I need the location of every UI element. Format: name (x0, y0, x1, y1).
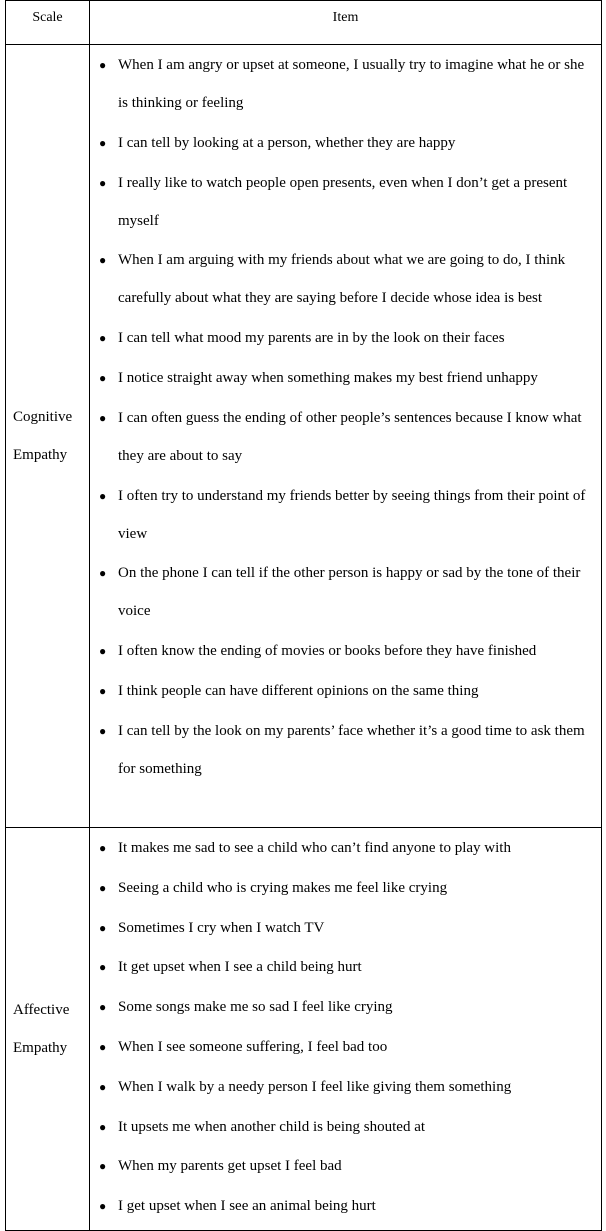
list-item (90, 948, 601, 986)
list-item (90, 1147, 601, 1185)
list-item (90, 319, 601, 357)
bullet-icon: ● (99, 1000, 107, 1015)
item-text: I think people can have different opinions on the same thing (118, 682, 479, 699)
item-text: I notice straight away when something makes my best friend unhappy (118, 369, 538, 386)
empathy-scale-table-frame (5, 0, 601, 1226)
item-text: On the phone I can tell if the other person is happy or sad by the tone of their voice (118, 565, 581, 620)
list-item (90, 399, 601, 475)
cognitive-empathy-row (6, 45, 602, 828)
list-item (90, 477, 601, 553)
bullet-icon: ● (99, 960, 107, 975)
cognitive-empathy-scale-cell (6, 45, 90, 828)
item-text: When I am angry or upset at someone, I usually try to imagine what he or she is thinking or feeling (118, 57, 585, 111)
list-item (90, 241, 601, 317)
cognitive-empathy-items-cell (90, 45, 602, 828)
item-text: When I am arguing with my friends about what we are going to do, I think carefully about what they are saying before I decide whose idea is best (118, 252, 566, 307)
bullet-icon: ● (99, 331, 107, 346)
list-item (90, 124, 601, 162)
list-item (90, 988, 601, 1026)
bullet-icon: ● (99, 1039, 107, 1054)
list-item (90, 632, 601, 670)
bullet-icon: ● (99, 880, 107, 895)
scale-label-line: Empathy (13, 447, 68, 463)
bullet-icon: ● (99, 566, 107, 581)
item-text: I often try to understand my friends better by seeing things from their point of view (118, 487, 586, 542)
header-row (6, 1, 602, 45)
bullet-icon: ● (99, 1159, 107, 1174)
list-item (90, 164, 601, 240)
list-item (90, 46, 601, 122)
scale-label-line: Empathy (13, 1039, 68, 1056)
bullet-icon: ● (99, 410, 107, 425)
item-text: I can tell by the look on my parents’ face whether it’s a good time to ask them for something (118, 722, 585, 777)
list-item (90, 712, 601, 788)
bullet-icon: ● (99, 683, 107, 698)
list-item (90, 672, 601, 710)
bullet-icon: ● (99, 1079, 107, 1094)
affective-empathy-item-list (90, 828, 601, 1230)
list-item (90, 1068, 601, 1106)
bullet-icon: ● (99, 58, 107, 72)
bullet-icon: ● (99, 370, 107, 385)
bullet-icon: ● (99, 1199, 107, 1214)
bullet-icon: ● (99, 841, 107, 855)
list-item (90, 829, 601, 867)
item-text: When I see someone suffering, I feel bad too (118, 1038, 388, 1055)
item-text: When I walk by a needy person I feel like giving them something (118, 1078, 512, 1095)
scale-label-line: Affective (13, 1001, 70, 1018)
list-item (90, 869, 601, 907)
item-text: I can tell what mood my parents are in by the look on their faces (118, 330, 505, 347)
item-text: I can often guess the ending of other people’s sentences because I know what they are about to say (118, 409, 582, 464)
list-item (90, 1187, 601, 1225)
item-text: Sometimes I cry when I watch TV (118, 919, 325, 936)
item-text: I get upset when I see an animal being hurt (118, 1198, 376, 1215)
item-text: I can tell by looking at a person, whether they are happy (118, 134, 456, 151)
affective-empathy-row (6, 828, 602, 1231)
item-text: When my parents get upset I feel bad (118, 1158, 342, 1175)
bullet-icon: ● (99, 253, 107, 268)
item-text: Seeing a child who is crying makes me feel like crying (118, 879, 448, 896)
bullet-icon: ● (99, 920, 107, 935)
bullet-icon: ● (99, 135, 107, 150)
item-text: It upsets me when another child is being shouted at (118, 1118, 426, 1135)
cognitive-empathy-item-list (90, 45, 601, 794)
list-item (90, 909, 601, 947)
affective-empathy-scale-cell (6, 828, 90, 1231)
empathy-scale-table (5, 0, 602, 1231)
bullet-icon: ● (99, 644, 107, 659)
list-item (90, 1108, 601, 1146)
item-text: I often know the ending of movies or books before they have finished (118, 643, 537, 660)
item-text: I really like to watch people open presents, even when I don’t get a present myself (118, 174, 568, 229)
item-text: It get upset when I see a child being hurt (118, 959, 362, 976)
list-item (90, 359, 601, 397)
item-column-header: Item (90, 1, 602, 45)
item-text: It makes me sad to see a child who can’t find anyone to play with (118, 840, 511, 856)
list-item (90, 1028, 601, 1066)
scale-label-line: Cognitive (13, 409, 73, 425)
bullet-icon: ● (99, 1119, 107, 1134)
bullet-icon: ● (99, 723, 107, 738)
bullet-icon: ● (99, 175, 107, 190)
bullet-icon: ● (99, 488, 107, 503)
affective-empathy-items-cell (90, 828, 602, 1231)
item-text: Some songs make me so sad I feel like crying (118, 999, 393, 1016)
list-item (90, 554, 601, 630)
scale-column-header: Scale (6, 1, 90, 45)
